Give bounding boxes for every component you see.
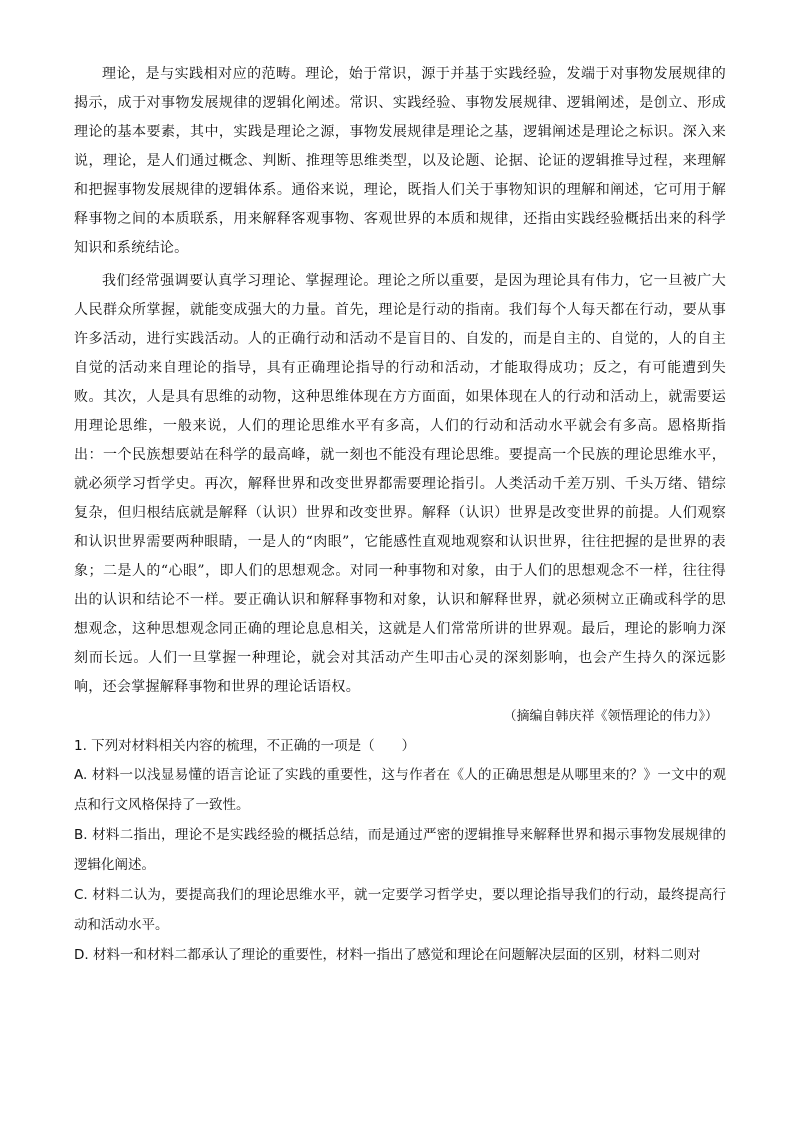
option-a: A. 材料一以浅显易懂的语言论证了实践的重要性，这与作者在《人的正确思想是从哪里来的？》一文中的观点和行文风格保持了一致性。 (74, 767, 726, 813)
document-page (74, 60, 726, 970)
option-b: B. 材料二指出，理论不是实践经验的概括总结，而是通过严密的逻辑推导来解释世界和揭示事物发展规律的逻辑化阐述。 (74, 827, 726, 873)
question-stem: 1. 下列对材料相关内容的梳理，不正确的一项是（ ） (74, 738, 416, 754)
option-d: D. 材料一和材料二都承认了理论的重要性，材料一指出了感觉和理论在问题解决层面的区别，材料二则对 (74, 947, 701, 963)
option-c: C. 材料二认为，要提高我们的理论思维水平，就一定要学习哲学史，要以理论指导我们的行动，最终提高行动和活动水平。 (74, 887, 726, 933)
passage-source: （摘编自韩庆祥《领悟理论的伟力》） (503, 709, 718, 724)
passage-paragraph-2: 我们经常强调要认真学习理论、掌握理论。理论之所以重要，是因为理论具有伟力，它一旦被广大人民群众所掌握，就能变成强大的力量。首先，理论是行动的指南。我们每个人每天都在行动，要从事许多活动，进行实践活动。人的正确行动和活动不是盲目的、自发的，而是自主的、自觉的，人的自主自觉的活动来自理论的指导，具有正确理论指导的行动和活动，才能取得成功；反之，有可能遭到失败。其次，人是具有思维的动物，这种思维体现在方方面面，如果体现在人的行动和活动上，就需要运用理论思维，一般来说，人们的理论思维水平有多高，人们的行动和活动水平就会有多高。恩格斯指出：一个民族想要站在科学的最高峰，就一刻也不能没有理论思维。要提高一个民族的理论思维水平，就必须学习哲学史。再次，解释世界和改变世界都需要理论指引。人类活动千差万别、千头万绪、错综复杂，但归根结底就是解释（认识）世界和改变世界。解释（认识）世界是改变世界的前提。人们观察和认识世界需要两种眼睛，一是人的“肉眼”，它能感性直观地观察和认识世界，往往把握的是世界的表象；二是人的“心眼”，即人们的思想观念。对同一种事物和对象，由于人们的思想观念不一样，往往得出的认识和结论不一样。要正确认识和解释事物和对象，认识和解释世界，就必须树立正确或科学的思想观念，这种思想观念同正确的理论息息相关，这就是人们常常所讲的世界观。最后，理论的影响力深刻而长远。人们一旦掌握一种理论，就会对其活动产生叩击心灵的深刻影响，也会产生持久的深远影响，还会掌握解释事物和世界的理论话语权。 (74, 273, 726, 695)
passage-paragraph-1: 理论，是与实践相对应的范畴。理论，始于常识，源于并基于实践经验，发端于对事物发展规律的揭示，成于对事物发展规律的逻辑化阐述。常识、实践经验、事物发展规律、逻辑阐述，是创立、形成理论的基本要素，其中，实践是理论之源，事物发展规律是理论之基，逻辑阐述是理论之标识。深入来说，理论，是人们通过概念、判断、推理等思维类型，以及论题、论据、论证的逻辑推导过程，来理解和把握事物发展规律的逻辑体系。通俗来说，理论，既指人们关于事物知识的理解和阐述，它可用于解释事物之间的本质联系，用来解释客观事物、客观世界的本质和规律，还指由实践经验概括出来的科学知识和系统结论。 (74, 66, 726, 256)
